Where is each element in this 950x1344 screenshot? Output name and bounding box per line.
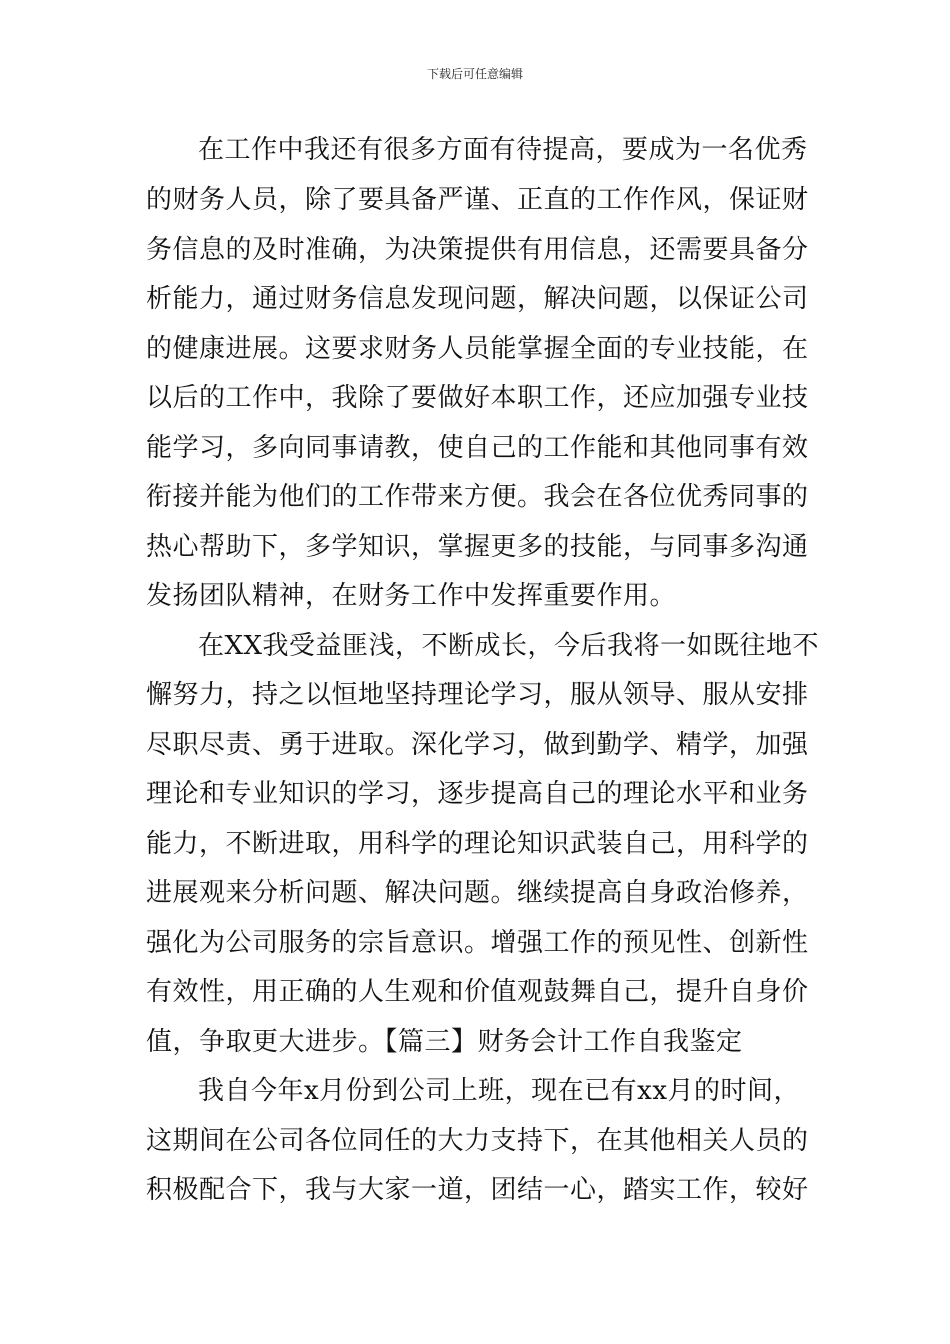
paragraph-1-line-8: 衔接并能为他们的工作带来方便。我会在各位优秀同事的	[146, 482, 809, 512]
paragraph-2-line-6: 进展观来分析问题、解决问题。继续提高自身政治修养，	[146, 878, 809, 908]
paragraph-1-line-5: 的健康进展。这要求财务人员能掌握全面的专业技能，在	[146, 334, 809, 364]
paragraph-1-line-4: 析能力，通过财务信息发现问题，解决问题，以保证公司	[146, 284, 809, 314]
paragraph-2-line-3: 尽职尽责、勇于进取。深化学习，做到勤学、精学，加强	[146, 730, 809, 760]
paragraph-2-line-1: 在XX我受益匪浅，不断成长，今后我将一如既往地不	[198, 631, 820, 661]
paragraph-2-line-7: 强化为公司服务的宗旨意识。增强工作的预见性、创新性	[146, 928, 809, 958]
paragraph-2-line-8: 有效性，用正确的人生观和价值观鼓舞自己，提升自身价	[146, 977, 809, 1007]
paragraph-1-line-6: 以后的工作中，我除了要做好本职工作，还应加强专业技	[146, 383, 809, 413]
paragraph-1-line-9: 热心帮助下，多学知识，掌握更多的技能，与同事多沟通	[146, 532, 809, 562]
paragraph-1-line-1: 在工作中我还有很多方面有待提高，要成为一名优秀	[198, 135, 808, 165]
paragraph-3-line-3: 积极配合下，我与大家一道，团结一心，踏实工作，较好	[146, 1175, 809, 1205]
paragraph-1-line-2: 的财务人员，除了要具备严谨、正直的工作作风，保证财	[146, 185, 809, 215]
paragraph-3-line-2: 这期间在公司各位同任的大力支持下，在其他相关人员的	[146, 1126, 809, 1156]
paragraph-2-line-4: 理论和专业知识的学习，逐步提高自己的理论水平和业务	[146, 779, 809, 809]
paragraph-2-line-9: 值，争取更大进步。【篇三】财务会计工作自我鉴定	[146, 1027, 743, 1057]
paragraph-1-line-7: 能学习，多向同事请教，使自己的工作能和其他同事有效	[146, 433, 809, 463]
paragraph-2-line-5: 能力，不断进取，用科学的理论知识武装自己，用科学的	[146, 829, 809, 859]
paragraph-1-line-3: 务信息的及时准确，为决策提供有用信息，还需要具备分	[146, 235, 809, 265]
paragraph-3-line-1: 我自今年x月份到公司上班，现在已有xx月的时间，	[198, 1076, 800, 1106]
paragraph-1-line-10: 发扬团队精神，在财务工作中发挥重要作用。	[146, 581, 677, 611]
paragraph-2-line-2: 懈努力，持之以恒地坚持理论学习，服从领导、服从安排	[146, 680, 809, 710]
page-header: 下载后可任意编辑	[426, 67, 523, 81]
